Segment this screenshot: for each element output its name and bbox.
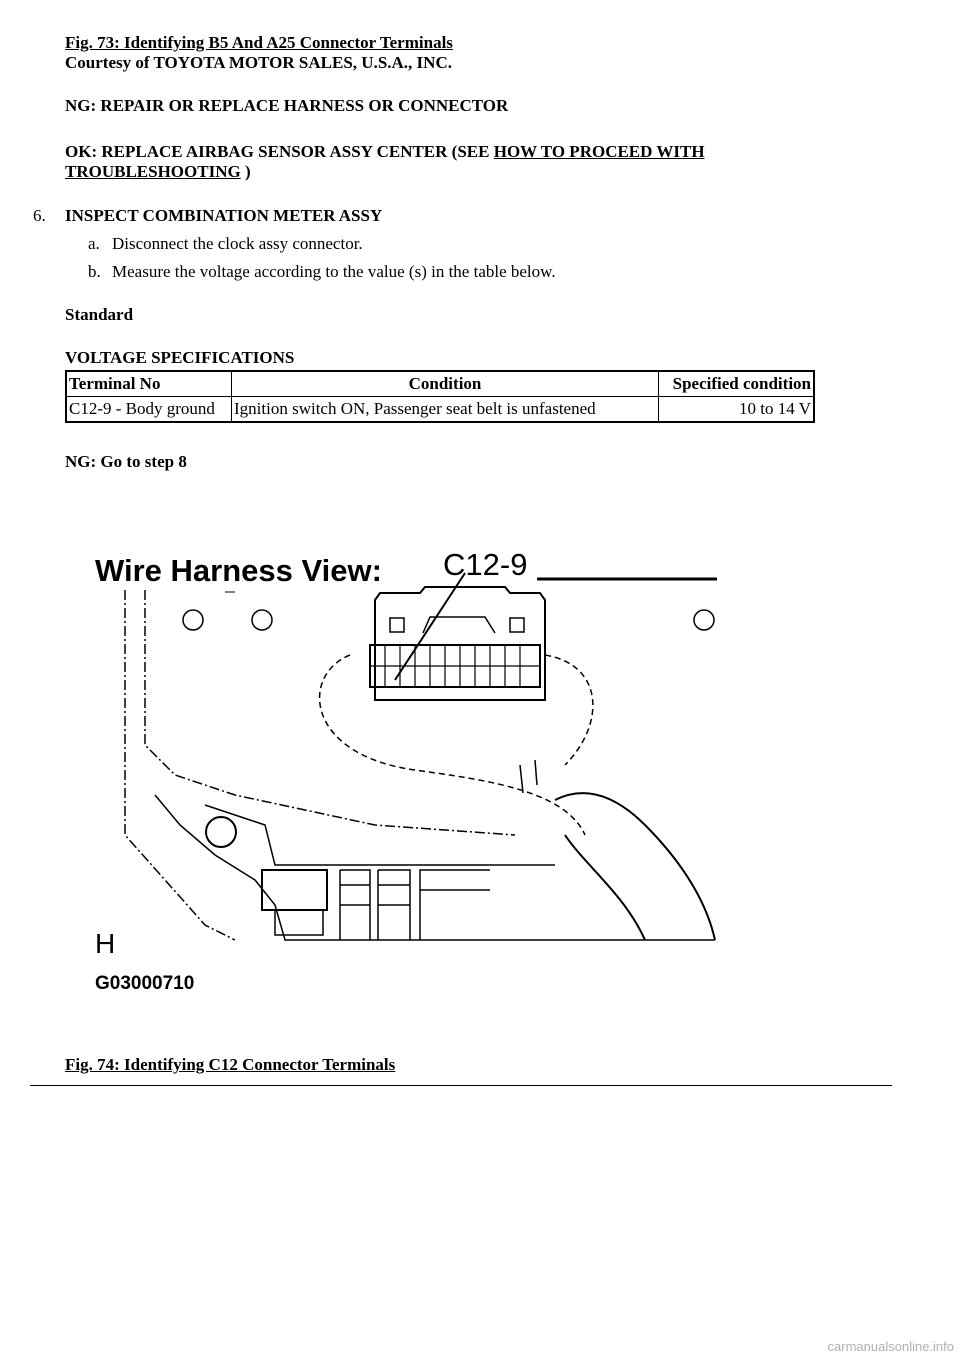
cell-terminal: C12-9 - Body ground xyxy=(66,397,232,423)
fig74-title[interactable]: Fig. 74: Identifying C12 Connector Terminals xyxy=(65,1055,396,1074)
standard-label: Standard xyxy=(65,305,134,324)
connector-label: C12-9 xyxy=(443,547,528,582)
corner-letter: H xyxy=(95,928,116,959)
table-row xyxy=(66,397,814,423)
clip-block xyxy=(420,870,490,940)
step-number: 6. xyxy=(33,206,46,225)
voltage-spec-table xyxy=(65,370,815,423)
item-text: Disconnect the clock assy connector. xyxy=(112,234,363,253)
ng-repair-text: NG: REPAIR OR REPLACE HARNESS OR CONNECTOR xyxy=(65,96,509,115)
harness-wire xyxy=(545,655,593,765)
terminal-grid xyxy=(370,645,540,687)
table-header-row xyxy=(66,371,814,397)
harness-sleeve xyxy=(565,835,645,940)
troubleshooting-link[interactable]: TROUBLESHOOTING xyxy=(65,162,241,181)
wire-strand xyxy=(535,760,537,785)
mount-hole xyxy=(183,610,203,630)
fig73-title[interactable]: Fig. 73: Identifying B5 And A25 Connector Terminals xyxy=(65,33,453,52)
wire-strand xyxy=(520,765,523,793)
clip-block xyxy=(262,870,327,910)
item-marker: b. xyxy=(88,262,101,281)
bottom-divider xyxy=(30,1085,892,1086)
header-condition: Condition xyxy=(232,371,659,397)
ok-prefix: OK: REPLACE AIRBAG SENSOR ASSY CENTER (SEE xyxy=(65,142,494,161)
ok-replace-line-2 xyxy=(65,162,251,182)
harness-sleeve xyxy=(555,793,715,940)
mount-hole xyxy=(694,610,714,630)
wire-harness-diagram xyxy=(85,535,735,1005)
frame-outline xyxy=(205,805,555,865)
clip-block xyxy=(340,870,370,940)
how-to-proceed-link[interactable]: HOW TO PROCEED WITH xyxy=(493,142,705,161)
item-marker: a. xyxy=(88,234,100,253)
figure-code: G03000710 xyxy=(95,973,195,994)
frame-outline xyxy=(125,590,235,940)
step-title: INSPECT COMBINATION METER ASSY xyxy=(65,206,383,225)
mount-hole xyxy=(206,817,236,847)
item-text: Measure the voltage according to the value (s) in the table below. xyxy=(112,262,556,281)
fig73-courtesy: Courtesy of TOYOTA MOTOR SALES, U.S.A., INC. xyxy=(65,53,452,72)
mount-hole xyxy=(252,610,272,630)
cell-condition: Ignition switch ON, Passenger seat belt is unfastened xyxy=(232,397,659,423)
step-item-a xyxy=(88,234,363,254)
header-terminal-no: Terminal No xyxy=(66,371,232,397)
header-specified-condition: Specified condition xyxy=(659,371,815,397)
connector-lock xyxy=(390,618,404,632)
table-caption: VOLTAGE SPECIFICATIONS xyxy=(65,348,295,367)
watermark: carmanualsonline.info xyxy=(827,1339,954,1354)
step-item-b xyxy=(88,262,556,282)
ok-replace-line xyxy=(65,142,705,162)
ng-go-step8: NG: Go to step 8 xyxy=(65,452,187,471)
clip-block xyxy=(378,870,410,940)
ok-suffix: ) xyxy=(240,162,251,181)
figure-heading: Wire Harness View: xyxy=(95,553,382,588)
cell-specified: 10 to 14 V xyxy=(659,397,815,423)
connector-lock xyxy=(510,618,524,632)
